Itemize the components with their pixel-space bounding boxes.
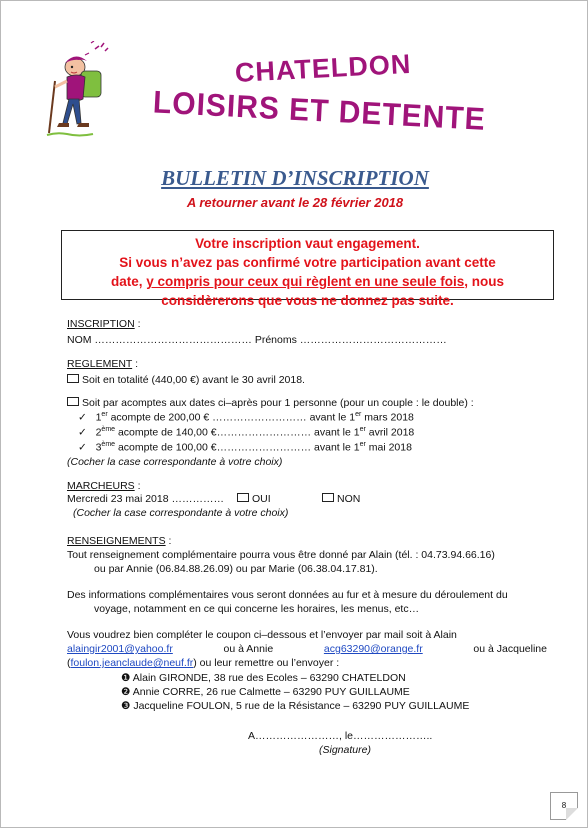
checkbox-total[interactable] (67, 374, 79, 383)
org-name-line2: LOISIRS ET DETENTE (152, 85, 487, 138)
acompte-text: acompte de 100,00 €……………………… avant le 1 (115, 441, 360, 454)
notice-line (62, 272, 553, 291)
acompte-text: acompte de 140,00 €……………………… avant le 1 (115, 426, 360, 439)
notice-line: considèrerons que vous ne donnez pas suite. (161, 293, 454, 308)
form-title: BULLETIN D’INSCRIPTION (161, 166, 429, 190)
email-link-alain[interactable]: alaingir2001@yahoo.fr (67, 643, 173, 655)
section-heading: MARCHEURS (67, 480, 135, 492)
signature-line[interactable]: A……………………, le………………….. (248, 730, 433, 742)
date-sup: er (359, 426, 366, 433)
number-two-icon: ❷ (121, 686, 131, 698)
notice-underlined: y compris pour ceux qui règlent en une seule fois (146, 274, 465, 289)
date-sup: er (355, 411, 362, 418)
acompte-sup: ème (101, 441, 116, 448)
acompte-row (78, 411, 414, 424)
address-text: Alain GIRONDE, 38 rue des Ecoles – 63290 CHATELDON (132, 672, 406, 684)
option-acomptes (67, 397, 474, 409)
section-renseignements (67, 535, 171, 547)
info-paragraph: voyage, notamment en ce qui concerne les horaires, les menus, etc… (94, 603, 420, 615)
info-paragraph: Vous voudrez bien compléter le coupon ci–dessous et l’envoyer par mail soit à Alain (67, 629, 457, 641)
address-text: Jacqueline FOULON, 5 rue de la Résistance – 63290 PUY GUILLAUME (133, 700, 470, 712)
checkbox-non[interactable] (322, 493, 334, 502)
option-total (67, 374, 305, 386)
acompte-number: 1 (95, 411, 102, 424)
info-paragraph: Tout renseignement complémentaire pourra vous être donné par Alain (tél. : 04.73.94.66.16) (67, 549, 495, 561)
address-text: Annie CORRE, 26 rue Calmette – 63290 PUY GUILLAUME (132, 686, 410, 698)
address-item (121, 700, 469, 712)
address-item (121, 672, 406, 684)
checkmark-icon: ✓ (78, 411, 87, 424)
checkbox-acomptes[interactable] (67, 397, 79, 406)
option-label: Soit en totalité (440,00 €) avant le 30 avril 2018. (82, 374, 305, 386)
acompte-sup: ème (101, 426, 116, 433)
info-paragraph: ou par Annie (06.84.88.26.09) ou par Marie (06.38.04.17.81). (94, 563, 378, 575)
notice-line: Votre inscription vaut engagement. (195, 236, 420, 251)
number-three-icon: ❸ (121, 700, 131, 712)
acompte-row (78, 426, 414, 439)
acompte-row (78, 441, 412, 454)
option-non (322, 493, 360, 505)
email-link-annie[interactable]: acg63290@orange.fr (323, 643, 423, 655)
choice-hint: (Cocher la case correspondante à votre choix) (73, 507, 289, 519)
info-text: ou leur remettre ou l’envoyer : (196, 657, 340, 669)
heading-colon: : (134, 318, 141, 330)
heading-colon: : (165, 535, 172, 547)
acompte-date: mars 2018 (361, 411, 414, 424)
acompte-text: acompte de 200,00 € ……………………… avant le 1 (107, 411, 356, 424)
marcheurs-line: Mercredi 23 mai 2018 …………… (67, 493, 224, 505)
engagement-notice (61, 230, 554, 308)
signature-label: (Signature) (319, 744, 371, 756)
info-paragraph: Des informations complémentaires vous seront données au fur et à mesure du déroulement du (67, 589, 508, 601)
hiker-logo (45, 41, 121, 141)
checkmark-icon: ✓ (78, 441, 87, 454)
option-label: NON (337, 493, 361, 505)
name-field-line[interactable]: NOM ……………………………………… Prénoms …………………………………… (67, 334, 447, 346)
return-deadline: A retourner avant le 28 février 2018 (186, 195, 404, 210)
info-text: ou à Annie (223, 643, 274, 655)
notice-line: Si vous n’avez pas confirmé votre participation avant cette (119, 255, 496, 270)
email-line: (foulon.jeanclaude@neuf.fr) ou leur remettre ou l’envoyer : (67, 657, 340, 669)
heading-colon: : (132, 358, 138, 370)
choice-hint: (Cocher la case correspondante à votre choix) (67, 456, 283, 468)
option-label: Soit par acomptes aux dates ci–après pour 1 personne (pour un couple : le double) : (82, 397, 474, 409)
acompte-number: 2 (95, 426, 102, 439)
acompte-number: 3 (95, 441, 102, 454)
acompte-sup: er (101, 411, 108, 418)
notice-text: , nous (464, 274, 505, 289)
section-heading: INSCRIPTION (67, 318, 135, 330)
section-heading: REGLEMENT (67, 358, 133, 370)
heading-colon: : (134, 480, 141, 492)
section-inscription (67, 318, 141, 330)
email-link-jacqueline[interactable]: foulon.jeanclaude@neuf.fr (70, 657, 194, 669)
option-oui (237, 493, 271, 505)
acompte-date: mai 2018 (365, 441, 412, 454)
option-label: OUI (252, 493, 271, 505)
address-item (121, 686, 410, 698)
number-one-icon: ❶ (121, 672, 131, 684)
org-name-line1: CHATELDON (234, 48, 413, 88)
section-heading: RENSEIGNEMENTS (67, 535, 166, 547)
info-text: ou à Jacqueline (473, 643, 547, 655)
checkmark-icon: ✓ (78, 426, 87, 439)
notice-text: date, (110, 274, 147, 289)
section-marcheurs (67, 480, 141, 492)
checkbox-oui[interactable] (237, 493, 249, 502)
section-reglement (67, 358, 138, 370)
page-number: 8 (550, 792, 578, 820)
date-sup: er (359, 441, 366, 448)
email-line (67, 643, 547, 655)
acompte-date: avril 2018 (365, 426, 415, 439)
